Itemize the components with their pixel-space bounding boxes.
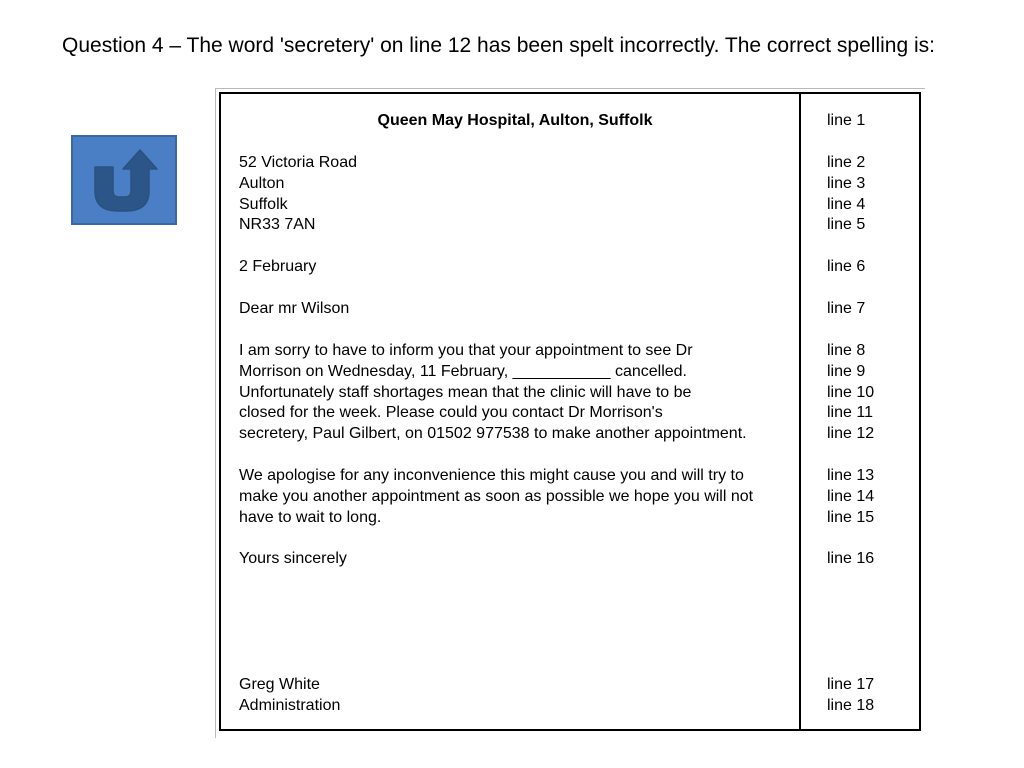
letter-line: Greg White <box>239 676 320 693</box>
line-number: line 15 <box>827 509 875 526</box>
line-number: line 11 <box>827 404 873 421</box>
letter-line: Morrison on Wednesday, 11 February, ___________ cancelled. <box>239 363 687 380</box>
letter-line: Yours sincerely <box>239 550 347 567</box>
letter-line: closed for the week. Please could you contact Dr Morrison's <box>239 404 663 421</box>
u-turn-arrow-icon <box>73 137 175 223</box>
letter-line: Dear mr Wilson <box>239 300 350 317</box>
line-number: line 17 <box>827 676 875 693</box>
line-number: line 10 <box>827 384 875 401</box>
letter-line: 2 February <box>239 258 317 275</box>
line-number: line 14 <box>827 488 875 505</box>
line-number: line 4 <box>827 196 866 213</box>
line-number: line 1 <box>827 112 866 129</box>
letter-title: Queen May Hospital, Aulton, Suffolk <box>377 112 653 129</box>
line-number: line 12 <box>827 425 875 442</box>
line-number: line 13 <box>827 467 875 484</box>
letter-line: Aulton <box>239 175 285 192</box>
letter-line: have to wait to long. <box>239 509 382 526</box>
return-button[interactable] <box>71 135 177 225</box>
letter-line: make you another appointment as soon as possible we hope you will not <box>239 488 754 505</box>
line-number-divider <box>799 92 801 731</box>
line-number: line 6 <box>827 258 866 275</box>
letter-line: secretery, Paul Gilbert, on 01502 977538 to make another appointment. <box>239 425 747 442</box>
line-number: line 18 <box>827 697 875 714</box>
line-number: line 5 <box>827 216 866 233</box>
question-text: Question 4 – The word 'secretery' on line 12 has been spelt incorrectly. The correct spelling is: <box>62 34 935 57</box>
line-number: line 8 <box>827 342 866 359</box>
letter-line: 52 Victoria Road <box>239 154 357 171</box>
letter-line: We apologise for any inconvenience this might cause you and will try to <box>239 467 744 484</box>
letter-line: Suffolk <box>239 196 288 213</box>
letter-line: I am sorry to have to inform you that your appointment to see Dr <box>239 342 693 359</box>
line-number: line 16 <box>827 550 875 567</box>
line-number: line 3 <box>827 175 866 192</box>
letter-line: Administration <box>239 697 341 714</box>
line-number: line 7 <box>827 300 866 317</box>
letter-line: Unfortunately staff shortages mean that the clinic will have to be <box>239 384 692 401</box>
line-number: line 2 <box>827 154 866 171</box>
line-number: line 9 <box>827 363 866 380</box>
letter-line: NR33 7AN <box>239 216 316 233</box>
